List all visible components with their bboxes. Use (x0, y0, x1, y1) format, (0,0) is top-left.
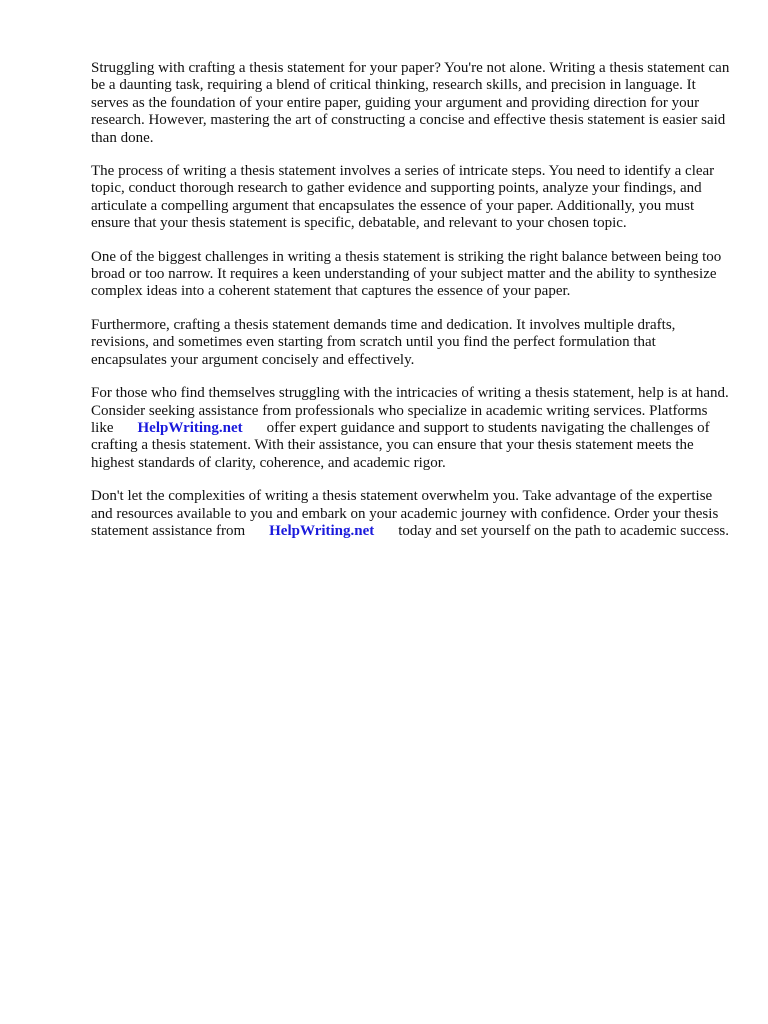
paragraph-challenges: One of the biggest challenges in writing a thesis statement is striking the right balance between being too broad or too narrow. It requires a keen understanding of your subject matter and the ability to synthesize complex ideas into a coherent statement that captures the essence of your paper. (91, 248, 722, 300)
paragraph-process: The process of writing a thesis statement involves a series of intricate steps. You need to identify a clear topic, conduct thorough research to gather evidence and supporting points, analyze your findings, and articulate a compelling argument that encapsulates the essence of your paper. Additionally, you must ensure that your thesis statement is specific, debatable, and relevant to your chosen topic. (91, 163, 715, 232)
helpwriting-link[interactable]: HelpWriting.net (137, 419, 243, 436)
helpwriting-link-2[interactable]: HelpWriting.net (269, 522, 375, 539)
paragraph-help-text-before: For those who find themselves struggling with the intricacies of writing a thesis statement, help is at hand. Consider seeking assistance from professionals who specialize in academic writing services. Platforms like (91, 385, 729, 436)
document-body (91, 60, 731, 556)
paragraph-dedication: Furthermore, crafting a thesis statement demands time and dedication. It involves multiple drafts, revisions, and sometimes even starting from scratch until you find the perfect formulation that encapsulates your argument concisely and effectively. (91, 316, 676, 368)
paragraph-help-text-after: offer expert guidance and support to students navigating the challenges of crafting a thesis statement. With their assistance, you can ensure that your thesis statement meets the highest standards of clarity, coherence, and academic rigor. (91, 419, 710, 471)
paragraph-help (91, 385, 731, 472)
paragraph-closing-text-after: today and set yourself on the path to academic success. (398, 522, 729, 539)
paragraph-intro: Struggling with crafting a thesis statement for your paper? You're not alone. Writing a thesis statement can be a daunting task, requiring a blend of critical thinking, research skills, and precision in language. It serves as the foundation of your entire paper, guiding your argument and providing direction for your research. However, mastering the art of constructing a concise and effective thesis statement is easier said than done. (91, 60, 730, 146)
paragraph-closing (91, 488, 731, 540)
paragraph-closing-text-before: Don't let the complexities of writing a thesis statement overwhelm you. Take advantage of the expertise and resources available to you and embark on your academic journey with confidence. Order your thesis statement assistance from (91, 488, 719, 539)
